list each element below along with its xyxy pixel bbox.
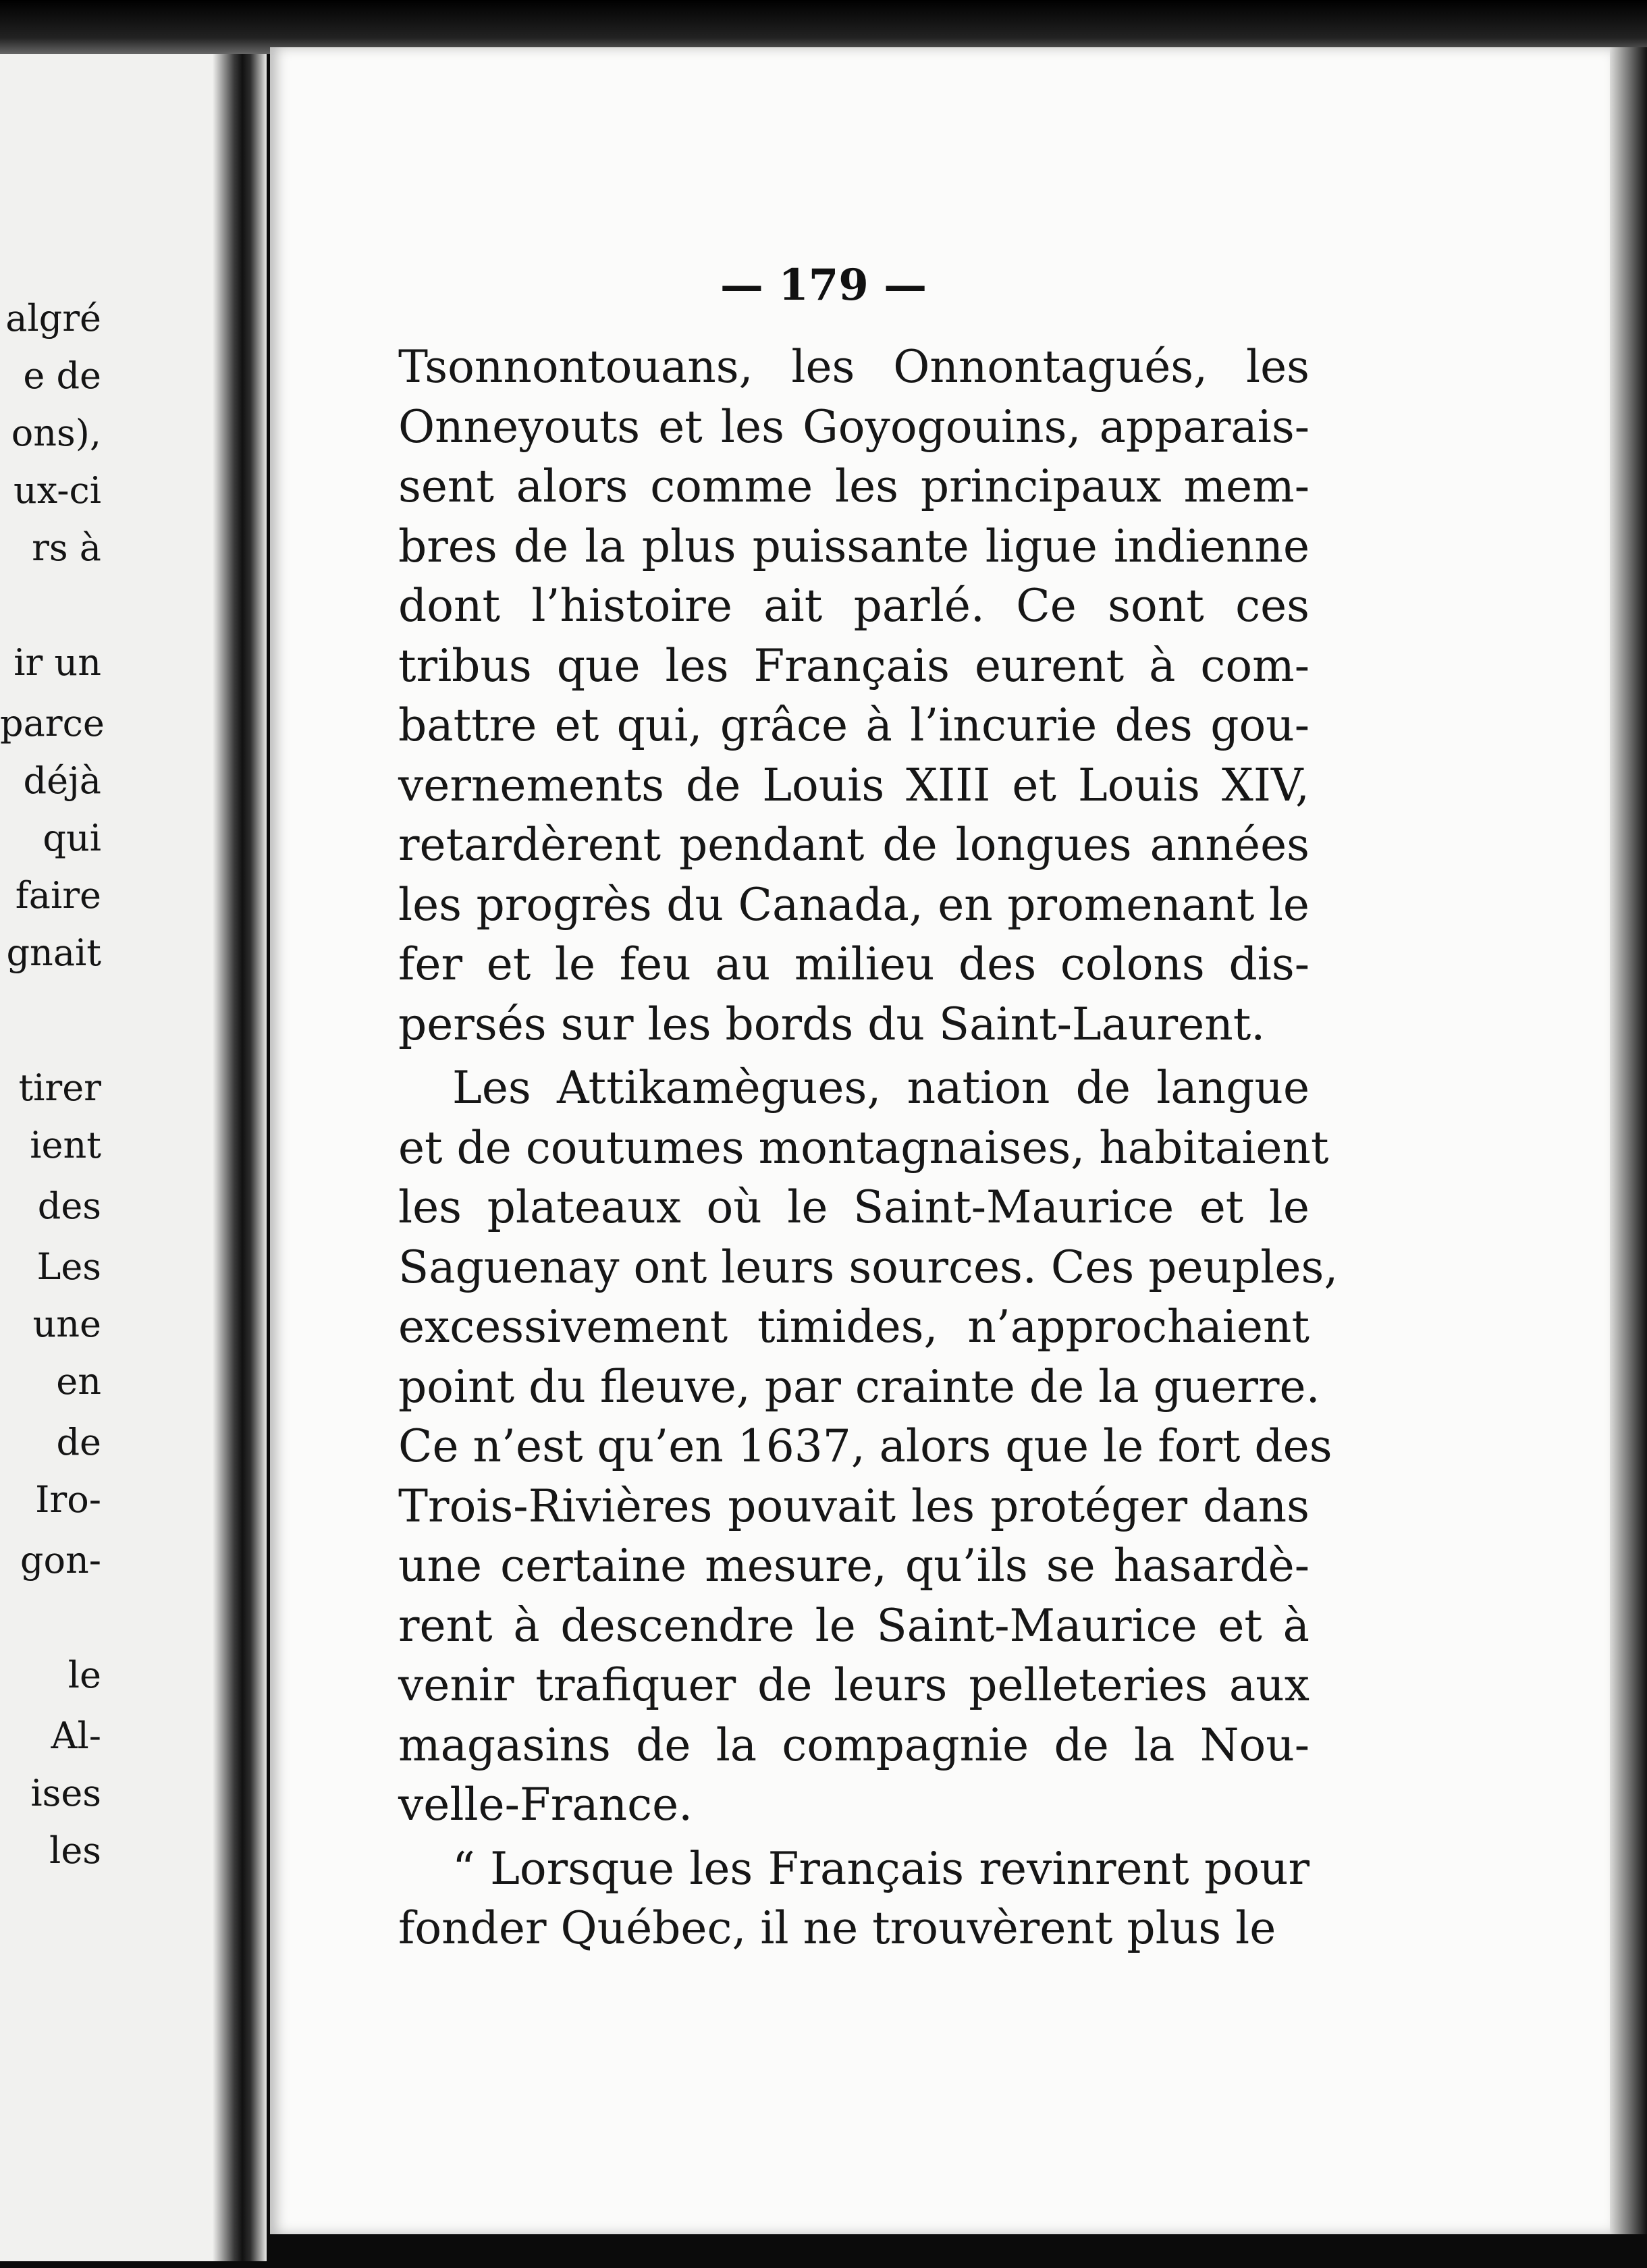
page-edge-shadow (1610, 47, 1647, 2234)
paragraph (398, 1839, 1310, 1959)
left-page-fragment: le (68, 1654, 101, 1696)
left-page-fragment: ient (30, 1124, 101, 1166)
text-line: fonder Québec, il ne trouvèrent plus le (398, 1902, 1276, 1954)
text-line: bres de la plus puissante ligue indienne (398, 520, 1310, 572)
text-line: magasins de la compagnie de la Nou- (398, 1719, 1310, 1771)
text-line: les plateaux où le Saint-Maurice et le (398, 1181, 1310, 1233)
text-line: une certaine mesure, qu’ils se hasardè- (398, 1540, 1310, 1592)
left-page-fragment: Les (36, 1245, 101, 1288)
text-line: “ Lorsque les Français revinrent pour (452, 1842, 1310, 1895)
text-line: Saguenay ont leurs sources. Ces peuples, (398, 1241, 1339, 1293)
text-line: Les Attikamègues, nation de langue (452, 1062, 1310, 1114)
left-page-fragment: les (49, 1829, 101, 1872)
text-line: tribus que les Français eurent à com- (398, 639, 1310, 692)
left-page-fragment: Iro- (35, 1478, 101, 1521)
text-line: venir trafiquer de leurs pelleteries aux (398, 1659, 1310, 1711)
text-line: battre et qui, grâce à l’incurie des gou- (398, 699, 1310, 751)
left-page-fragment: tirer (18, 1066, 101, 1109)
left-page-fragment: des (37, 1185, 101, 1227)
left-page-fragment: ons), (11, 412, 101, 454)
text-line: sent alors comme les principaux mem- (398, 460, 1310, 512)
text-line: velle-France. (398, 1779, 693, 1831)
text-line: dont l’histoire ait parlé. Ce sont ces (398, 580, 1310, 632)
text-line: rent à descendre le Saint-Maurice et à (398, 1599, 1310, 1652)
text-line: point du fleuve, par crainte de la guerre. (398, 1360, 1320, 1413)
left-page-fragment: faire (15, 874, 101, 917)
left-page-fragment: parce (0, 702, 105, 745)
left-page-fragment: une (32, 1303, 101, 1345)
text-line: excessivement timides, n’approchaient (398, 1301, 1310, 1353)
left-page-fragment: gnait (6, 932, 101, 974)
left-page-fragment: e de (23, 354, 101, 397)
paragraph (398, 338, 1310, 1054)
left-page-fragment: algré (5, 297, 101, 340)
left-page-fragment: rs à (32, 526, 101, 569)
text-line: retardèrent pendant de longues années (398, 819, 1310, 871)
text-line: Onneyouts et les Goyogouins, apparais- (398, 400, 1310, 453)
text-line: Trois-Rivières pouvait les protéger dans (398, 1480, 1310, 1532)
text-line: persés sur les bords du Saint-Laurent. (398, 998, 1266, 1050)
text-line: vernements de Louis XIII et Louis XIV, (398, 759, 1310, 811)
left-page-fragment: ir un (14, 641, 101, 684)
left-page-fragment: Al- (51, 1714, 101, 1757)
left-page-fragment: ux-ci (13, 469, 101, 512)
left-page-fragment: gon- (20, 1539, 101, 1582)
left-page-fragment: en (56, 1360, 101, 1403)
text-line: fer et le feu au milieu des colons dis- (398, 938, 1310, 990)
text-line: Ce n’est qu’en 1637, alors que le fort des (398, 1420, 1332, 1472)
text-line: Tsonnontouans, les Onnontagués, les (398, 341, 1310, 393)
text-line: et de coutumes montagnaises, habitaient (398, 1121, 1329, 1174)
left-page-fragment: déjà (23, 759, 101, 802)
page-number: — 179 — (720, 260, 927, 310)
paragraph (398, 1058, 1339, 1835)
book-gutter (213, 54, 267, 2261)
left-page-fragment: qui (43, 817, 101, 859)
text-line: les progrès du Canada, en promenant le (398, 878, 1310, 931)
left-page-fragment: de (56, 1421, 101, 1463)
body-text (398, 338, 1339, 1959)
left-page-fragment: ises (30, 1772, 101, 1814)
scan-top-border (0, 0, 1647, 54)
